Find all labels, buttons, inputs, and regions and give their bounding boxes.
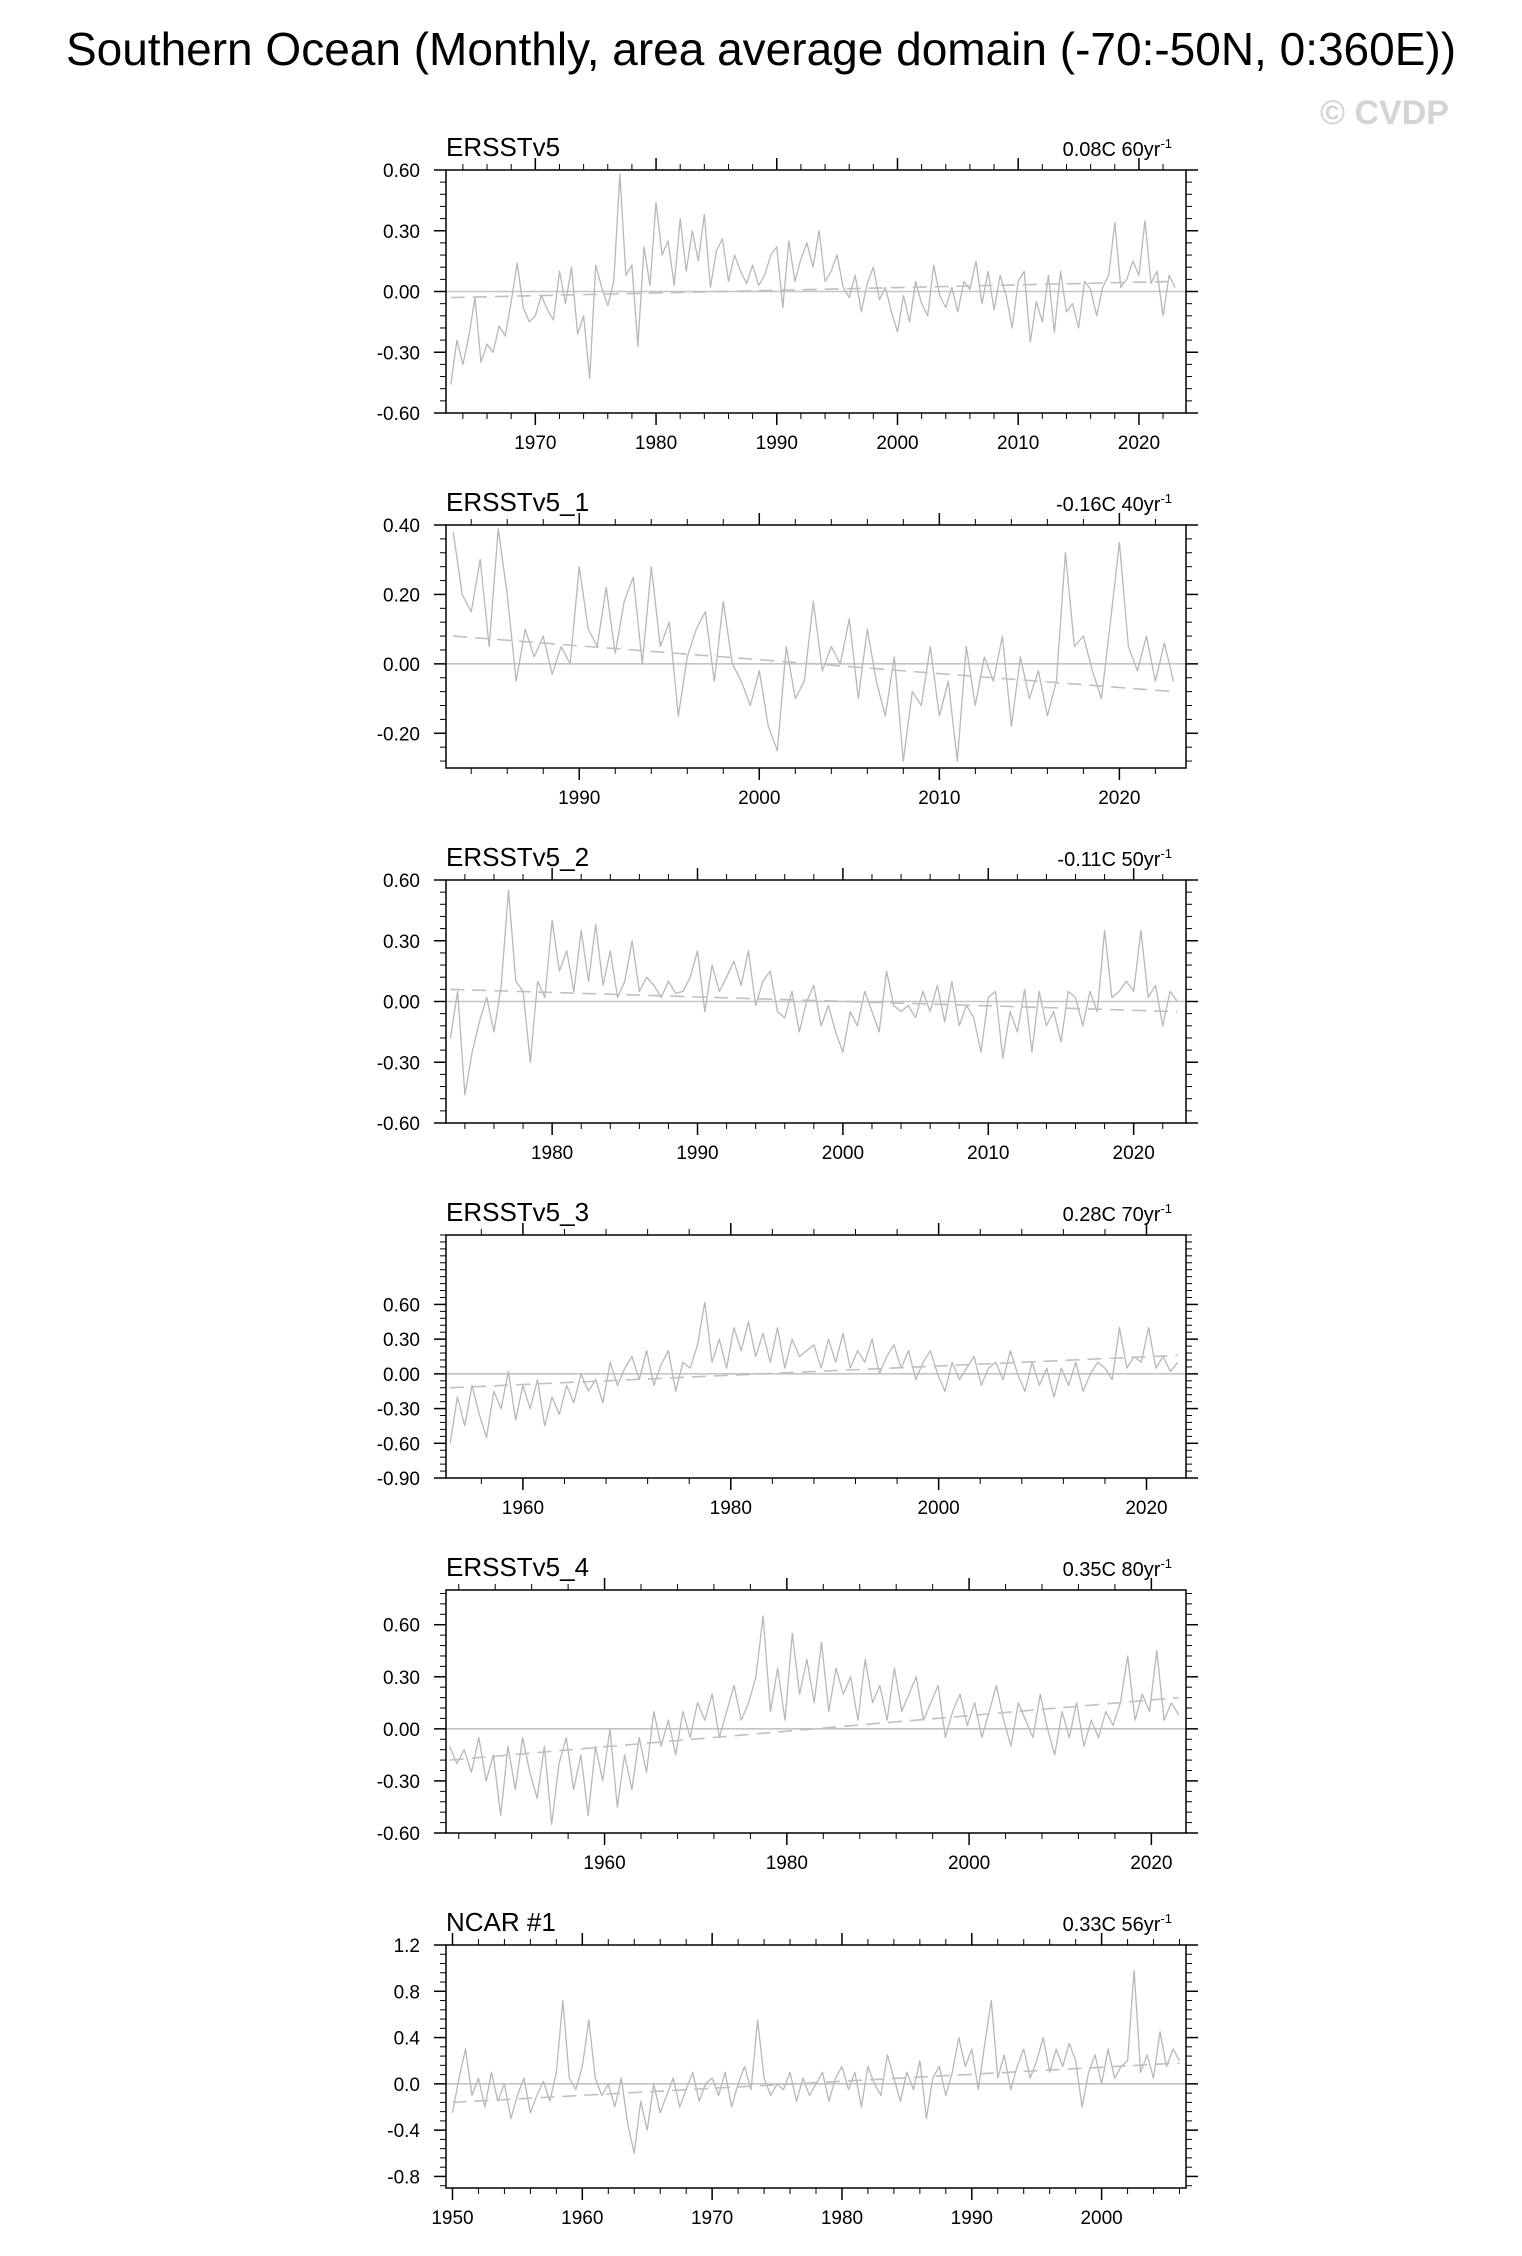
plot-frame (446, 1235, 1186, 1478)
y-tick-label: -0.90 (376, 1469, 420, 1490)
x-tick-label: 2000 (876, 433, 919, 454)
trend-line (452, 2063, 1179, 2102)
trend-label (1063, 1911, 1172, 1936)
y-tick-label: 0.0 (393, 2074, 420, 2096)
x-tick-label: 2020 (1098, 788, 1141, 809)
chart-panel-5 (377, 1552, 1198, 1874)
x-tick-label: 2020 (1112, 1143, 1155, 1164)
trend-label-exponent: -1 (1160, 136, 1172, 151)
x-tick-label: 2020 (1125, 1498, 1168, 1519)
y-tick-label: -0.60 (376, 404, 420, 425)
x-tick-label: 1970 (514, 433, 557, 454)
y-tick-label: -0.30 (376, 1771, 420, 1793)
y-tick-label: -0.60 (376, 1114, 420, 1135)
trend-label (1056, 491, 1172, 516)
trend-label (1063, 136, 1172, 161)
x-tick-label: 2010 (918, 788, 961, 809)
y-tick-label: 0.30 (383, 1330, 420, 1352)
x-tick-label: 2000 (917, 1498, 960, 1519)
trend-label-exponent: -1 (1160, 846, 1172, 861)
y-tick-label: 0.00 (383, 1719, 420, 1741)
panel-title: NCAR #1 (446, 1907, 556, 1937)
x-tick-label: 2010 (967, 1143, 1010, 1164)
y-tick-label: 0.60 (383, 161, 420, 182)
chart-panel-3 (377, 842, 1198, 1164)
x-tick-label: 1960 (583, 1853, 626, 1874)
y-tick-label: -0.20 (376, 724, 420, 746)
y-tick-label: -0.4 (387, 2121, 420, 2143)
chart-panel-1 (377, 132, 1198, 454)
x-tick-label: 1950 (431, 2208, 474, 2229)
y-tick-label: 0.40 (383, 516, 420, 537)
x-tick-label: 1960 (561, 2208, 604, 2229)
x-tick-label: 1990 (755, 433, 798, 454)
y-tick-label: 1.2 (393, 1936, 420, 1957)
x-tick-label: 1960 (501, 1498, 545, 1519)
trend-label (1063, 1556, 1172, 1581)
x-tick-label: 2000 (1080, 2208, 1123, 2229)
trend-label (1057, 846, 1172, 871)
trend-label-exponent: -1 (1160, 1911, 1172, 1926)
series-line (450, 1302, 1177, 1443)
x-tick-label: 2000 (738, 788, 781, 809)
y-tick-label: 0.30 (383, 931, 420, 953)
trend-label-text: 0.08C 60yr (1062, 139, 1161, 161)
trend-line (450, 1355, 1178, 1387)
x-tick-label: 1990 (950, 2208, 993, 2229)
trend-label-text: 0.35C 80yr (1062, 1559, 1161, 1581)
y-tick-label: 0.8 (393, 1982, 420, 2004)
trend-label-text: -0.11C 50yr (1057, 849, 1161, 871)
page-title: Southern Ocean (Monthly, area average domain (-70:-50N, 0:360E)) (65, 23, 1457, 75)
trend-line (451, 281, 1175, 297)
x-tick-label: 2020 (1130, 1853, 1173, 1874)
cvdp-watermark: © CVDP (1320, 94, 1449, 132)
trend-label-exponent: -1 (1160, 1556, 1172, 1571)
y-tick-label: -0.60 (376, 1824, 420, 1845)
y-tick-label: -0.30 (376, 343, 420, 365)
panel-title: ERSSTv5_4 (446, 1552, 590, 1582)
trend-label-text: 0.33C 56yr (1062, 1914, 1161, 1936)
y-tick-label: 0.00 (383, 654, 420, 676)
series-line (450, 890, 1177, 1095)
x-tick-label: 1990 (676, 1143, 719, 1164)
x-tick-label: 1980 (820, 2208, 864, 2229)
panel-title: ERSSTv5_1 (446, 487, 590, 517)
y-tick-label: -0.30 (376, 1053, 420, 1075)
x-tick-label: 2010 (997, 433, 1040, 454)
x-tick-label: 2020 (1117, 433, 1161, 454)
y-tick-label: 0.00 (383, 1364, 420, 1386)
x-tick-label: 1980 (634, 433, 678, 454)
x-tick-label: 2000 (821, 1143, 865, 1164)
chart-panel-6 (387, 1907, 1198, 2229)
chart-panel-4 (377, 1197, 1198, 1519)
y-tick-label: 0.30 (383, 221, 420, 243)
trend-label-text: 0.28C 70yr (1062, 1204, 1161, 1226)
y-tick-label: 0.20 (383, 585, 420, 607)
series-line (451, 174, 1175, 385)
y-tick-label: 0.60 (383, 1295, 420, 1317)
series-line (450, 1616, 1179, 1824)
trend-label-exponent: -1 (1160, 1201, 1172, 1216)
trend-label-exponent: -1 (1160, 491, 1172, 506)
panel-title: ERSSTv5 (446, 132, 561, 162)
series-line (453, 529, 1173, 762)
y-tick-label: -0.30 (376, 1399, 420, 1421)
y-tick-label: -0.60 (376, 1434, 420, 1456)
y-tick-label: 0.00 (383, 992, 420, 1014)
x-tick-label: 1980 (709, 1498, 752, 1519)
x-tick-label: 1980 (530, 1143, 574, 1164)
trend-label (1063, 1201, 1172, 1226)
y-tick-label: 0.60 (383, 871, 420, 892)
y-tick-label: 0.00 (383, 282, 420, 304)
x-tick-label: 2000 (947, 1853, 991, 1874)
panel-title: ERSSTv5_2 (446, 842, 590, 872)
series-line (453, 1971, 1180, 2154)
panel-title: ERSSTv5_3 (446, 1197, 590, 1227)
x-tick-label: 1980 (765, 1853, 808, 1874)
y-tick-label: -0.8 (387, 2167, 420, 2189)
y-tick-label: 0.4 (393, 2028, 420, 2050)
x-tick-label: 1990 (558, 788, 601, 809)
trend-label-text: -0.16C 40yr (1055, 494, 1161, 516)
chart-panel-2 (377, 487, 1198, 809)
x-tick-label: 1970 (690, 2208, 734, 2229)
y-tick-label: 0.30 (383, 1667, 420, 1689)
y-tick-label: 0.60 (383, 1615, 420, 1637)
